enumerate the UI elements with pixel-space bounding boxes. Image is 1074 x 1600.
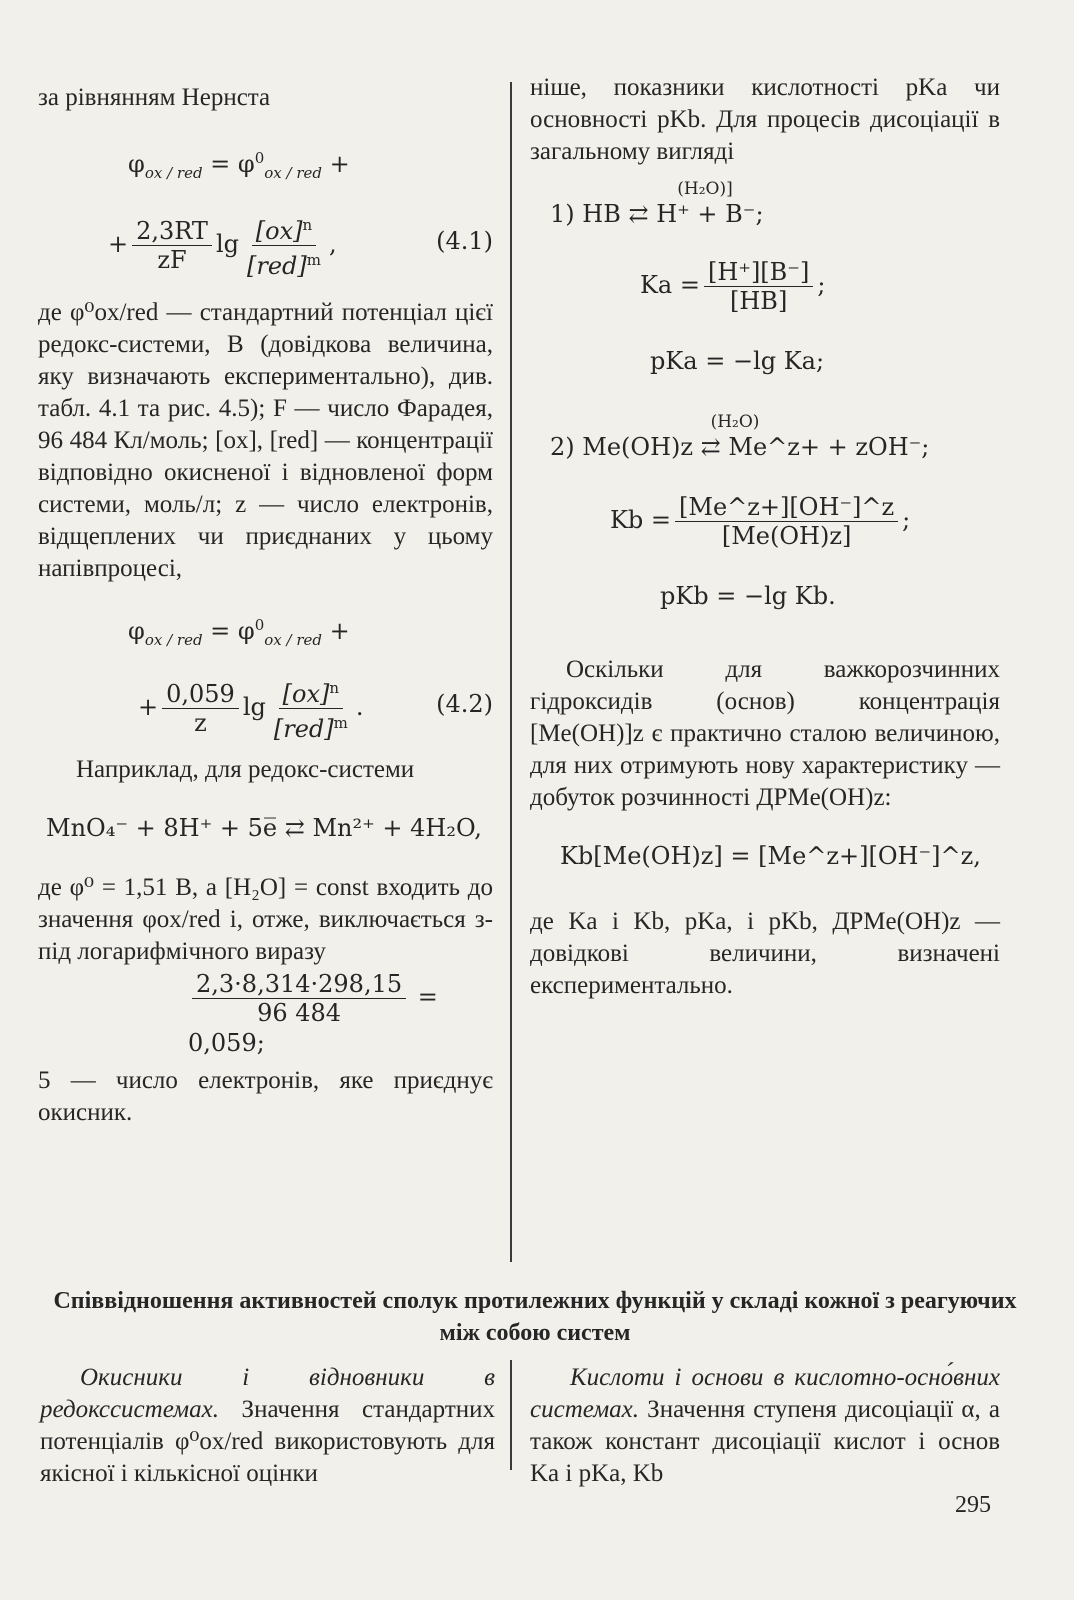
kb-expression <box>530 493 1000 550</box>
right-column <box>530 72 1000 1002</box>
eq42-coef-num: 0,059 <box>162 680 239 709</box>
eq41-coef-num: 2,3RT <box>132 217 212 246</box>
kb-tail: ; <box>902 506 911 534</box>
right-intro: ніше, показники кислотності pKa чи основності pKb. Для процесів дисоціації в загальному вигляді <box>530 74 1000 165</box>
page-number: 295 <box>955 1492 991 1518</box>
fraction-denominator: 96 484 <box>257 998 342 1027</box>
column-divider-bottom <box>510 1360 512 1470</box>
equation-4-1-line1: $\varphi_{ox / red} = \varphi^0_{ox / red}$ + <box>128 149 350 182</box>
kb-lhs: Kb = <box>610 506 672 534</box>
right-paragraph-solubility: Оскільки для важкорозчинних гідроксидів (основ) концентрація [Me(OH)]z є практично сталою величиною, для них отримують нову характеристику — добуток розчинності ДРMe(OH)z: <box>530 656 1000 811</box>
reaction-2: 2) Me(OH)z ⇄ Me^z+ + zOH⁻; <box>550 433 930 461</box>
ka-lhs: Ka = <box>640 271 700 299</box>
fraction-numerator: 2,3·8,314·298,15 <box>192 970 406 999</box>
left-paragraph-electrons: 5 — число електронів, яке приєднує окисник. <box>38 1066 493 1126</box>
ka-denominator: [HB] <box>730 287 788 315</box>
eq41-coef-den: zF <box>157 245 187 274</box>
bottom-left-paragraph <box>40 1362 495 1490</box>
left-paragraph-explanation: де φ⁰ = 1,51 В, а [H₂O] = const входить до значення φox/red і, отже, виключається з-під логарифмічного виразу <box>38 873 493 965</box>
equation-4-2-line1: $\varphi_{ox / red} = \varphi^0_{ox / red}$ + <box>128 615 350 649</box>
right-paragraph-reference: де Ka і Kb, pKa, і pKb, ДРMe(OH)z — довідкові величини, визначені експериментально. <box>530 908 1000 999</box>
left-paragraph-definitions: де φ⁰ox/red — стандартний потенціал цієї редокс-системи, В (довідкова величина, яку визначають експериментально), див. табл. 4.1 та рис. 4.5); F — число Фарадея, 96 484 Кл/моль; [ox], [red] — концентрації відповідно окисненої і відновленої форм системи, моль/л; z — число електронів, відщеплених чи приєднаних у цьому напівпроцесі, <box>38 298 493 582</box>
pkb-expression: pKb = −lg Kb. <box>660 582 836 610</box>
left-example-intro: Наприклад, для редокс-системи <box>76 755 415 783</box>
bottom-left-italic: Окисники і відновники в редокссистемах. <box>40 1364 495 1423</box>
section-heading: Співвідношення активностей сполук протилежних функцій у складі кожної з реагуючих між собою систем <box>53 1288 1017 1346</box>
permanganate-reaction: MnO₄⁻ + 8H⁺ + 5e̅ ⇄ Mn²⁺ + 4H₂O, <box>46 813 482 842</box>
equation-4-1-line2: + $\frac{2,3RT}{zF}$ lg $\frac{[ox]^n}{[red]^m}$ , (4.1) <box>38 211 493 277</box>
equation-number-4-2: (4.2) <box>436 689 493 718</box>
column-divider-top <box>510 82 512 1262</box>
bottom-left-column <box>40 1362 495 1490</box>
fraction-result: = 0,059; <box>188 982 438 1057</box>
equation-number-4-1: (4.1) <box>436 226 493 255</box>
left-column <box>38 82 493 1129</box>
kb-numerator: [Me^z+][OH⁻]^z <box>675 493 898 522</box>
kb-denominator: [Me(OH)z] <box>721 522 852 550</box>
ka-tail: ; <box>817 271 826 299</box>
numeric-fraction <box>38 970 493 1059</box>
ka-expression <box>530 258 1000 315</box>
kb-solubility-equation: Kb[Me(OH)z] = [Me^z+][OH⁻]^z, <box>560 842 981 870</box>
pka-expression: pKa = −lg Ka; <box>650 347 825 375</box>
eq42-coef-den: z <box>194 708 207 737</box>
reaction1-over: (H₂O)] <box>677 179 733 199</box>
left-intro: за рівнянням Нернста <box>38 84 271 111</box>
bottom-left-text: Значення стандартних потенціалів φ⁰ox/red використовують для якісної і кількісної оцінки <box>40 1396 495 1487</box>
bottom-right-text: Значення ступеня дисоціації α, а також констант дисоціації кислот і основ Ka і pKa, Kb <box>530 1396 1000 1487</box>
bottom-right-column <box>530 1362 1000 1490</box>
equation-4-2-line2: + $\frac{0,059}{z}$ lg $\frac{[ox]^n}{[red]^m}$ . (4.2) <box>38 674 493 740</box>
ka-numerator: [H⁺][B⁻] <box>704 258 813 287</box>
reaction-1: 1) HB ⇄ H⁺ + B⁻; <box>550 200 764 228</box>
bottom-right-italic: Кислоти і основи в кислотно-осно́вних системах. <box>530 1364 1000 1423</box>
reaction2-over: (H₂O) <box>710 412 760 432</box>
bottom-right-paragraph <box>530 1362 1000 1490</box>
